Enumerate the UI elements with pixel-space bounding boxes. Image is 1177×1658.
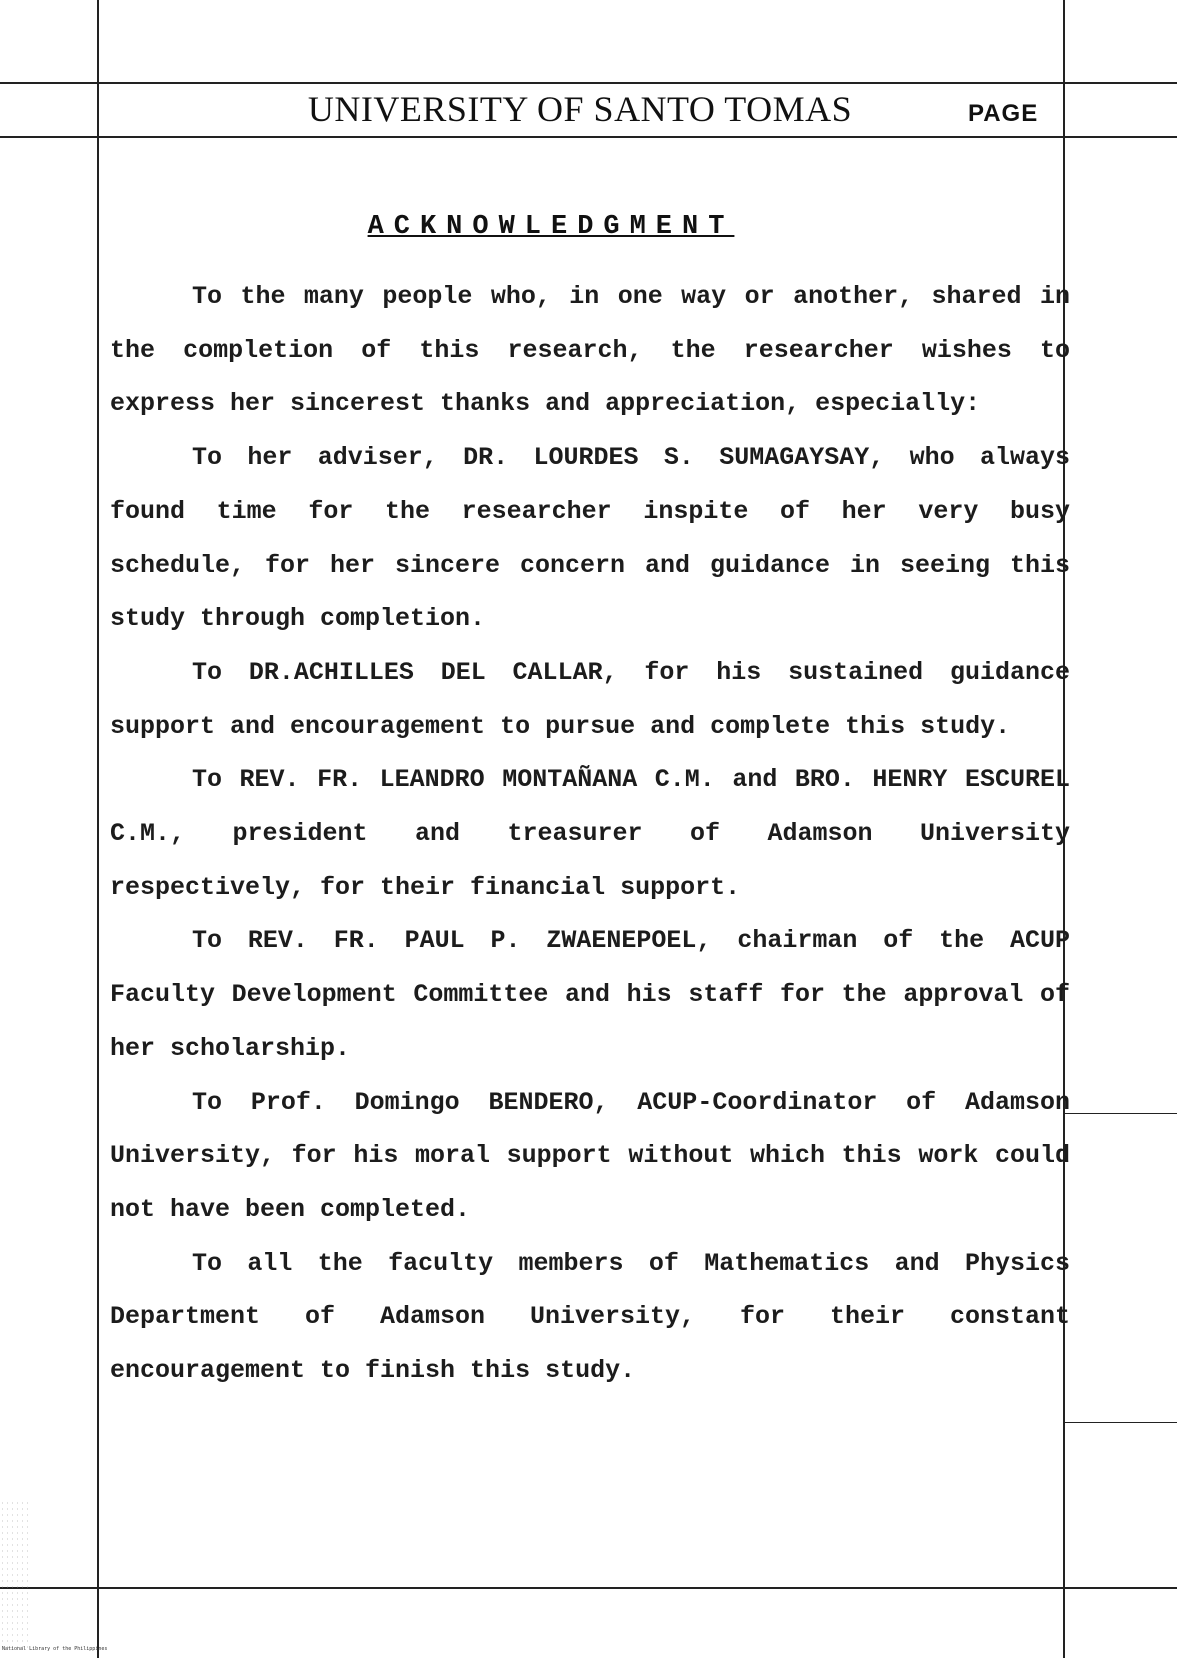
paragraph-text: To REV. FR. LEANDRO MONTAÑANA C.M. and BRO. HENRY ESCUREL C.M., president and treasurer of Adamson University respectively, for their financial support. [110,765,1070,902]
paragraph-text: To REV. FR. PAUL P. ZWAENEPOEL, chairman of the ACUP Faculty Development Committee and his staff for the approval of her scholarship. [110,926,1070,1063]
header-top-rule [0,82,1177,84]
left-margin-rule [97,0,99,1658]
margin-tick [1065,1113,1177,1114]
paragraph-text: To DR.ACHILLES DEL CALLAR, for his sustained guidance support and encouragement to pursue and complete this study. [110,657,1070,741]
scan-footer-note: National Library of the Philippines [2,1646,108,1652]
section-heading: ACKNOWLEDGMENT [367,212,735,242]
scan-speckle [0,1500,30,1650]
footer-rule [0,1587,1177,1589]
paragraph [110,1076,1070,1237]
paragraph-text: To Prof. Domingo BENDERO, ACUP-Coordinator of Adamson University, for his moral support without which this work could not have been completed. [110,1087,1070,1224]
paragraph [110,1237,1070,1398]
page-label: PAGE [968,100,1039,127]
paragraph-text: To all the faculty members of Mathematics and Physics Department of Adamson University, for their constant encouragement to finish this study. [110,1248,1070,1386]
header-bottom-rule [0,136,1177,138]
paragraph [110,914,1070,1075]
paragraph [110,431,1070,646]
margin-tick [1065,1422,1177,1423]
paragraph-text: To the many people who, in one way or another, shared in the completion of this research, the researcher wishes to express her sincerest thanks and appreciation, especially: [110,282,1070,419]
paragraph-text: To her adviser, DR. LOURDES S. SUMAGAYSAY, who always found time for the researcher inspite of her very busy schedule, for her sincere concern and guidance in seeing this study through completion. [110,443,1070,634]
paragraph [110,646,1070,753]
paragraph [110,270,1070,431]
paragraph [110,753,1070,914]
letterhead-title: UNIVERSITY OF SANTO TOMAS [307,89,853,129]
acknowledgment-body [110,270,1070,1398]
